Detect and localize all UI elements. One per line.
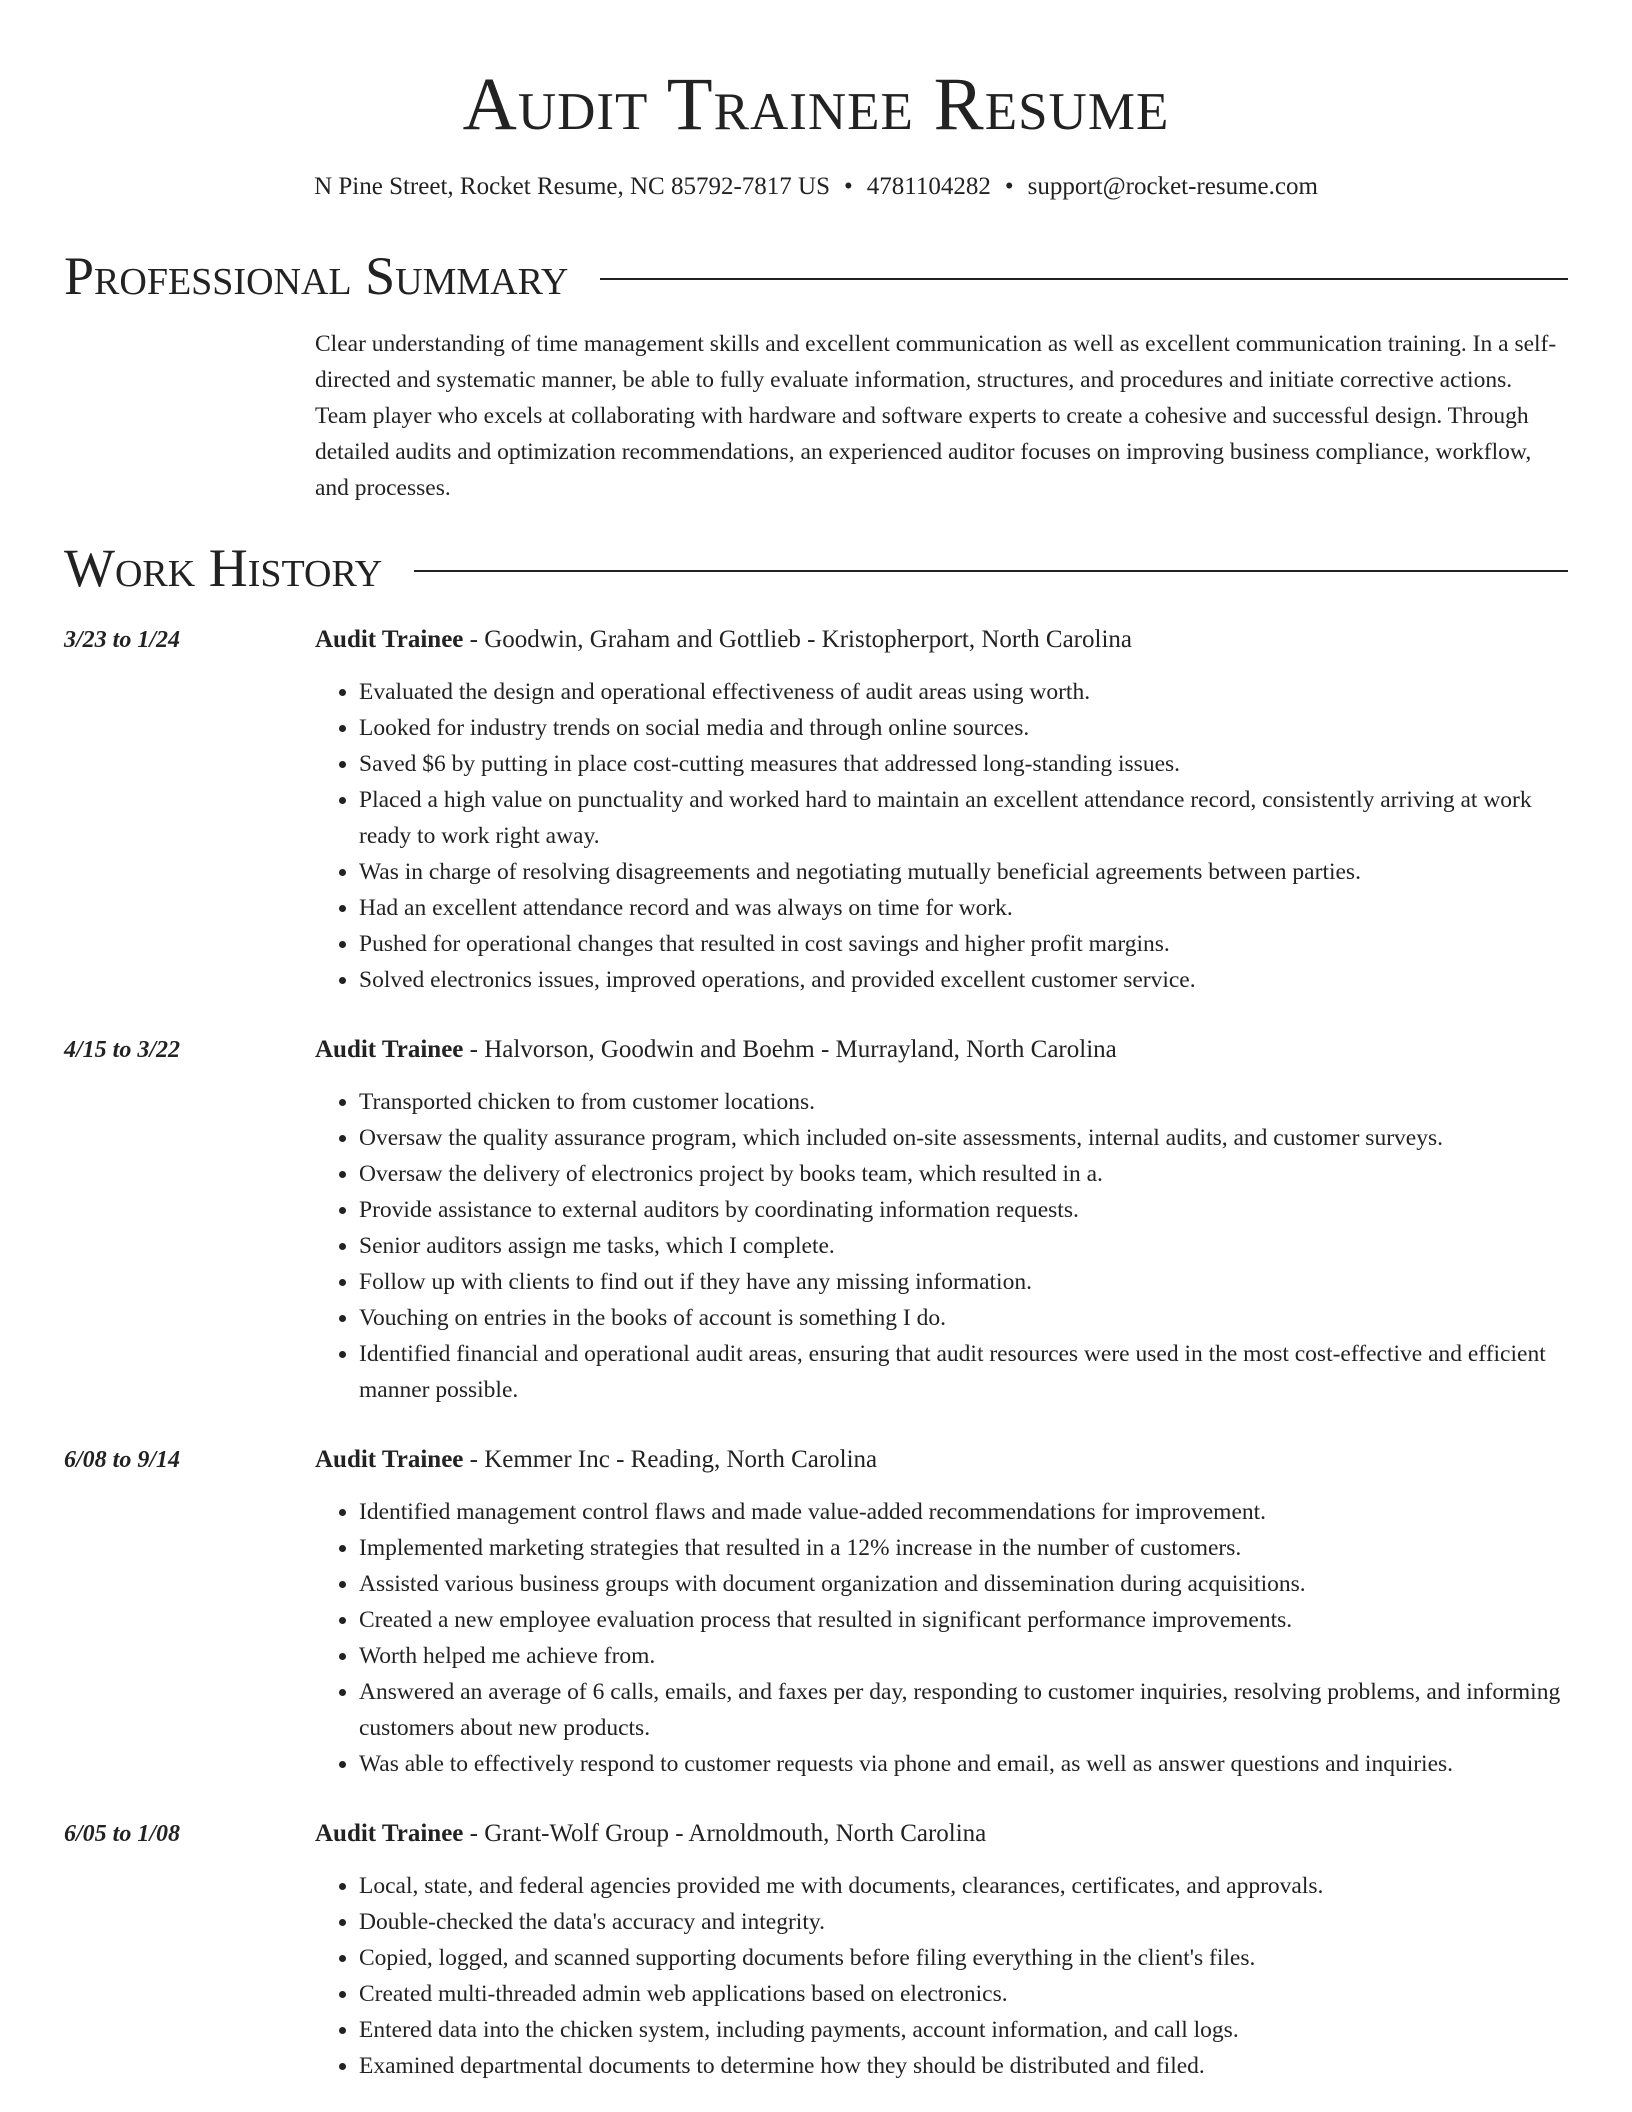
job-heading <box>315 622 1568 658</box>
job-bullet: • Local, state, and federal agencies provided me with documents, clearances, certificates, and approvals. <box>359 1868 1568 1904</box>
job-bullet: • Created a new employee evaluation process that resulted in significant performance improvements. <box>359 1602 1568 1638</box>
job-bullet: • Pushed for operational changes that resulted in cost savings and higher profit margins. <box>359 926 1568 962</box>
job-dates: 3/23 to 1/24 <box>64 627 181 653</box>
job-bullet: • Assisted various business groups with document organization and dissemination during acquisitions. <box>359 1566 1568 1602</box>
job-bullet: • Oversaw the delivery of electronics project by books team, which resulted in a. <box>359 1156 1568 1192</box>
job-bullet: • Vouching on entries in the books of account is something I do. <box>359 1300 1568 1336</box>
work-history-list <box>64 622 1568 2084</box>
job-bullet: • Evaluated the design and operational effectiveness of audit areas using worth. <box>359 674 1568 710</box>
job-bullet: • Follow up with clients to find out if they have any missing information. <box>359 1264 1568 1300</box>
job-bullets <box>315 674 1568 998</box>
contact-address: N Pine Street, Rocket Resume, NC 85792-7817 US <box>314 173 831 200</box>
job-bullet: • Senior auditors assign me tasks, which I complete. <box>359 1228 1568 1264</box>
contact-separator: • <box>1004 173 1014 200</box>
contact-phone: 4781104282 <box>866 173 991 200</box>
job-employer: - Grant-Wolf Group - Arnoldmouth, North Carolina <box>463 1820 987 1847</box>
job-entry <box>64 622 1568 998</box>
work-heading: Work History <box>64 538 383 598</box>
job-bullet: • Solved electronics issues, improved operations, and provided excellent customer service. <box>359 962 1568 998</box>
job-title: Audit Trainee <box>315 1446 464 1473</box>
resume-page <box>64 0 1568 2084</box>
job-bullet: • Provide assistance to external auditors by coordinating information requests. <box>359 1192 1568 1228</box>
job-title: Audit Trainee <box>315 1820 464 1847</box>
job-dates: 4/15 to 3/22 <box>64 1037 181 1063</box>
job-bullet: • Identified management control flaws and made value-added recommendations for improvement. <box>359 1494 1568 1530</box>
job-bullet: • Created multi-threaded admin web applications based on electronics. <box>359 1976 1568 2012</box>
job-bullets <box>315 1084 1568 1408</box>
job-bullet: • Double-checked the data's accuracy and integrity. <box>359 1904 1568 1940</box>
job-bullet: • Copied, logged, and scanned supporting documents before filing everything in the client's files. <box>359 1940 1568 1976</box>
job-entry <box>64 1816 1568 2084</box>
job-entry <box>64 1442 1568 1782</box>
contact-email: support@rocket-resume.com <box>1027 173 1318 200</box>
job-bullet: • Implemented marketing strategies that resulted in a 12% increase in the number of customers. <box>359 1530 1568 1566</box>
job-title: Audit Trainee <box>315 1036 464 1063</box>
job-heading <box>315 1816 1568 1852</box>
job-employer: - Kemmer Inc - Reading, North Carolina <box>463 1446 878 1473</box>
job-bullet: • Saved $6 by putting in place cost-cutting measures that addressed long-standing issues. <box>359 746 1568 782</box>
job-bullet: • Answered an average of 6 calls, emails, and faxes per day, responding to customer inquiries, resolving problems, and informing customers about new products. <box>359 1674 1568 1746</box>
job-bullet: • Placed a high value on punctuality and worked hard to maintain an excellent attendance record, consistently arriving at work ready to work right away. <box>359 782 1568 854</box>
job-employer: - Halvorson, Goodwin and Boehm - Murrayland, North Carolina <box>463 1036 1117 1063</box>
summary-text: Clear understanding of time management skills and excellent communication as well as excellent communication training. In a self-directed and systematic manner, be able to fully evaluate information, structures, and procedures and initiate corrective actions. Team player who excels at collaborating with hardware and software experts to create a cohesive and successful design. Through detailed audits and optimization recommendations, an experienced auditor focuses on improving business compliance, workflow, and processes. <box>315 331 1557 501</box>
contact-line <box>64 170 1568 204</box>
job-heading <box>315 1032 1568 1068</box>
job-body <box>315 1032 1568 1408</box>
job-body <box>315 1442 1568 1782</box>
job-bullets <box>315 1868 1568 2084</box>
job-title: Audit Trainee <box>315 626 464 653</box>
contact-separator: • <box>844 173 853 200</box>
summary-section-header <box>64 244 1568 308</box>
job-dates: 6/05 to 1/08 <box>64 1821 181 1847</box>
job-body <box>315 1816 1568 2084</box>
job-body <box>315 622 1568 998</box>
section-divider <box>414 570 1568 572</box>
job-bullet: • Identified financial and operational audit areas, ensuring that audit resources were used in the most cost-effective and efficient manner possible. <box>359 1336 1568 1408</box>
job-bullet: • Looked for industry trends on social media and through online sources. <box>359 710 1568 746</box>
job-entry <box>64 1032 1568 1408</box>
job-employer: - Goodwin, Graham and Gottlieb - Kristopherport, North Carolina <box>463 626 1132 653</box>
section-divider <box>600 278 1568 280</box>
job-bullet: • Was able to effectively respond to customer requests via phone and email, as well as answer questions and inquiries. <box>359 1746 1568 1782</box>
summary-heading: Professional Summary <box>64 246 569 306</box>
job-bullet: • Had an excellent attendance record and was always on time for work. <box>359 890 1568 926</box>
job-bullet: • Was in charge of resolving disagreements and negotiating mutually beneficial agreements between parties. <box>359 854 1568 890</box>
resume-title: Audit Trainee Resume <box>462 63 1170 146</box>
job-dates: 6/08 to 9/14 <box>64 1447 181 1473</box>
job-bullet: • Transported chicken to from customer locations. <box>359 1084 1568 1120</box>
job-bullet: • Oversaw the quality assurance program, which included on-site assessments, internal audits, and customer surveys. <box>359 1120 1568 1156</box>
work-section-header <box>64 536 1568 600</box>
job-bullet: • Examined departmental documents to determine how they should be distributed and filed. <box>359 2048 1568 2084</box>
job-bullet: • Worth helped me achieve from. <box>359 1638 1568 1674</box>
job-bullet: • Entered data into the chicken system, including payments, account information, and call logs. <box>359 2012 1568 2048</box>
job-bullets <box>315 1494 1568 1782</box>
job-heading <box>315 1442 1568 1478</box>
